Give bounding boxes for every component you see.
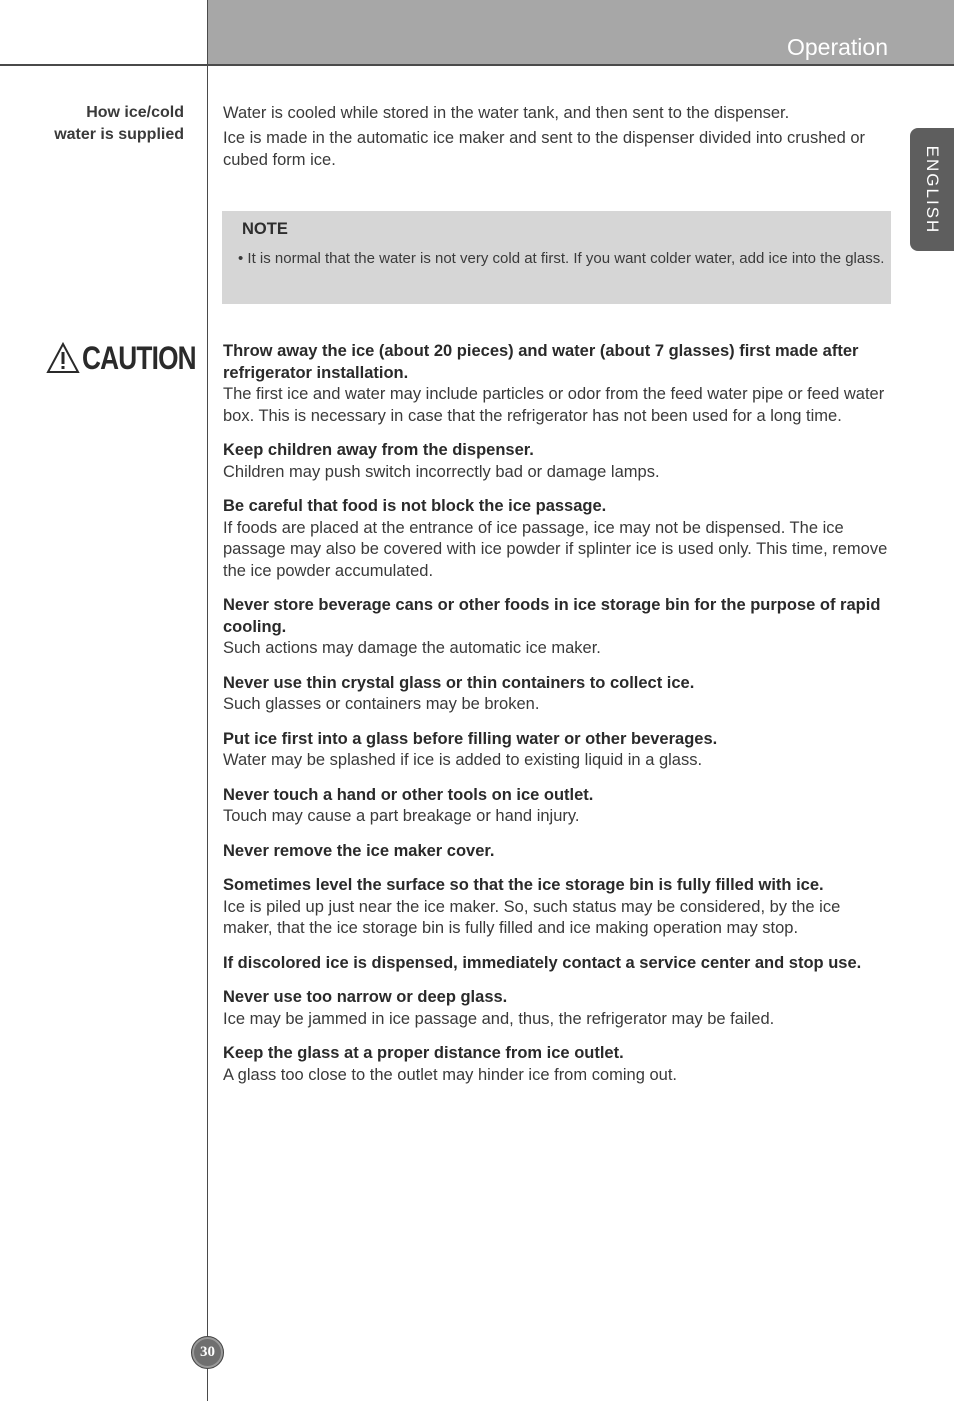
caution-item-heading: Never remove the ice maker cover.: [223, 841, 495, 860]
caution-item-heading: Keep the glass at a proper distance from ice outlet.: [223, 1044, 624, 1062]
caution-item-heading: If discolored ice is dispensed, immediately contact a service center and stop use.: [223, 953, 862, 972]
language-tab-label: ENGLISH: [923, 145, 942, 234]
caution-item-body: Touch may cause a part breakage or hand injury.: [223, 807, 580, 825]
caution-item-heading: Never use thin crystal glass or thin containers to collect ice.: [223, 673, 695, 692]
caution-item-body: Such glasses or containers may be broken.: [223, 695, 540, 713]
caution-item: [223, 875, 891, 940]
caution-item-body: Such actions may damage the automatic ice maker.: [223, 639, 601, 657]
page-title: Operation: [786, 34, 888, 60]
note-text: • It is normal that the water is not very cold at first. If you want colder water, add ice into the glass.: [238, 250, 885, 267]
caution-item: [223, 729, 891, 772]
intro-text: [223, 102, 883, 174]
caution-heading: [46, 340, 196, 378]
caution-item-body: The first ice and water may include particles or odor from the feed water pipe or feed water box. This is necessary in case that the refrigerator has not been used for a long time.: [223, 385, 885, 425]
caution-item-body: A glass too close to the outlet may hinder ice from coming out.: [223, 1065, 677, 1084]
caution-word: CAUTION: [82, 340, 196, 376]
section-label: How ice/cold water is supplied: [54, 104, 184, 143]
caution-item: [223, 341, 891, 427]
note-box: [222, 211, 891, 304]
caution-item-heading: Throw away the ice (about 20 pieces) and water (about 7 glasses) first made after refrigerator installation.: [223, 342, 859, 382]
caution-item: [223, 673, 891, 716]
caution-item: [223, 785, 891, 828]
caution-item-heading: Never use too narrow or deep glass.: [223, 988, 508, 1006]
language-tab: [910, 128, 954, 251]
caution-item-heading: Never touch a hand or other tools on ice outlet.: [223, 785, 594, 804]
caution-item-heading: Keep children away from the dispenser.: [223, 441, 534, 459]
page-number: 30: [200, 1344, 215, 1360]
column-divider: [207, 0, 208, 1401]
caution-item: [223, 841, 891, 863]
caution-item-heading: Never store beverage cans or other foods in ice storage bin for the purpose of rapid cooling.: [223, 596, 881, 636]
caution-item: [223, 440, 891, 483]
caution-item-body: Water may be splashed if ice is added to existing liquid in a glass.: [223, 751, 703, 769]
caution-item-heading: Sometimes level the surface so that the ice storage bin is fully filled with ice.: [223, 876, 824, 894]
intro-paragraph: Ice is made in the automatic ice maker and sent to the dispenser divided into crushed or cubed form ice.: [223, 129, 866, 169]
page-number-badge: [191, 1336, 224, 1369]
caution-item: [223, 595, 891, 660]
caution-item-body: If foods are placed at the entrance of ice passage, ice may not be dispensed. The ice passage may also be covered with ice powder if splinter ice is used only. This time, remove the ice powder accumulated.: [223, 518, 888, 580]
caution-item-body: Ice is piled up just near the ice maker. So, such status may be considered, by the ice maker, that the ice storage bin is fully filled and ice making operation may stop.: [223, 897, 841, 937]
caution-item: [223, 953, 891, 975]
caution-item: [223, 496, 891, 582]
warning-triangle-icon: [46, 342, 80, 374]
intro-paragraph: Water is cooled while stored in the water tank, and then sent to the dispenser.: [223, 104, 790, 122]
note-title: NOTE: [242, 220, 288, 238]
caution-item-heading: Put ice first into a glass before filling water or other beverages.: [223, 729, 718, 748]
header-divider: [0, 64, 954, 66]
caution-item-body: Children may push switch incorrectly bad or damage lamps.: [223, 462, 660, 481]
caution-item-heading: Be careful that food is not block the ice passage.: [223, 497, 607, 515]
header-band: [208, 0, 954, 64]
caution-item-body: Ice may be jammed in ice passage and, thus, the refrigerator may be failed.: [223, 1009, 775, 1028]
caution-item: [223, 987, 891, 1030]
caution-list: [223, 341, 891, 1099]
caution-item: [223, 1043, 891, 1086]
